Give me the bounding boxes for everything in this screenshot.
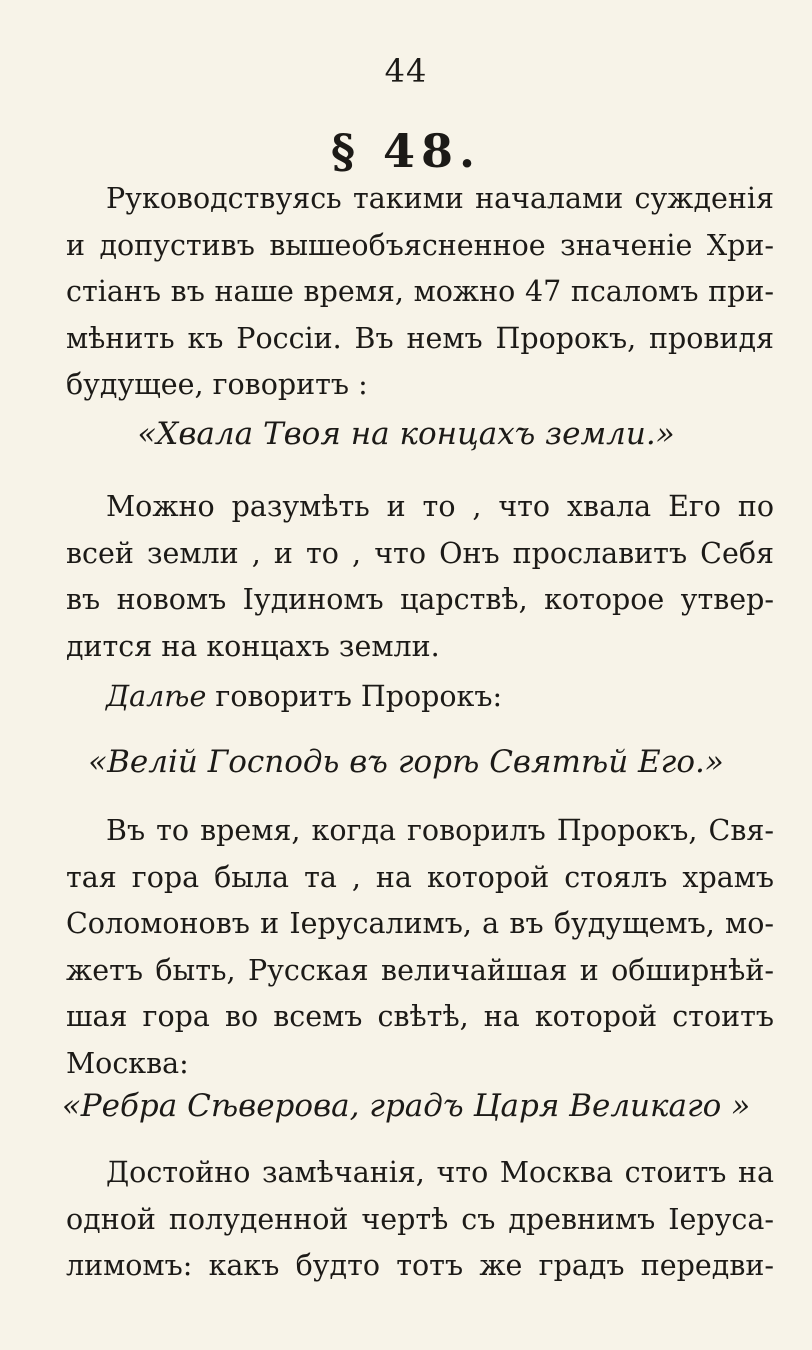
text-line: Соломоновъ и Іерусалимъ, а въ будущемъ, мо- [66, 907, 774, 940]
paragraph-2 [66, 484, 774, 670]
text-line: лимомъ: какъ будто тотъ же градъ передви- [66, 1249, 774, 1282]
text-line: мѣнить къ Россіи. Въ немъ Пророкъ, провидя [66, 321, 774, 355]
quote-2: «Велій Господь въ горѣ Святѣй Его.» [88, 744, 724, 780]
text-line: Можно разумѣть и то , что хвала Его по [106, 490, 774, 523]
text-line: въ новомъ Іудиномъ царствѣ, которое утвер- [66, 583, 774, 616]
page-number: 44 [384, 52, 428, 90]
text-line: Руководствуясь такими началами сужденія [106, 182, 774, 215]
text-line: тая гора была та , на которой стоялъ храмъ [66, 860, 774, 894]
section-heading: § 48. [330, 124, 482, 178]
text-line: будущее, говоритъ : [66, 368, 368, 401]
text-line: всей земли , и то , что Онъ прославитъ Себя [66, 536, 774, 570]
text-line: Москва: [66, 1046, 189, 1080]
text-line: Въ то время, когда говорилъ Пророкъ, Свя- [106, 814, 774, 847]
text-line: жетъ быть, Русская величайшая и обширнѣй- [66, 953, 774, 987]
paragraph-3 [106, 680, 502, 713]
paragraph-5 [66, 1150, 774, 1290]
text-line: шая гора во всемъ свѣтѣ, на которой стоитъ [66, 1000, 774, 1033]
intro-text: говоритъ Пророкъ: [206, 680, 503, 713]
text-line: одной полуденной чертѣ съ древнимъ Іеруса- [66, 1202, 774, 1236]
italic-word: Далѣе [106, 680, 207, 713]
quote-3: «Ребра Сѣверова, градъ Царя Великаго » [61, 1088, 751, 1124]
text-line: дится на концахъ земли. [66, 629, 440, 663]
paragraph-4 [66, 808, 774, 1087]
paragraph-1 [66, 176, 774, 409]
quote-1: «Хвала Твоя на концахъ земли.» [137, 416, 675, 452]
text-line: Достойно замѣчанія, что Москва стоитъ на [106, 1156, 774, 1189]
text-line: и допустивъ вышеобъясненное значеніе Хри- [66, 228, 774, 262]
text-line: стіанъ въ наше время, можно 47 псаломъ при- [66, 275, 774, 308]
